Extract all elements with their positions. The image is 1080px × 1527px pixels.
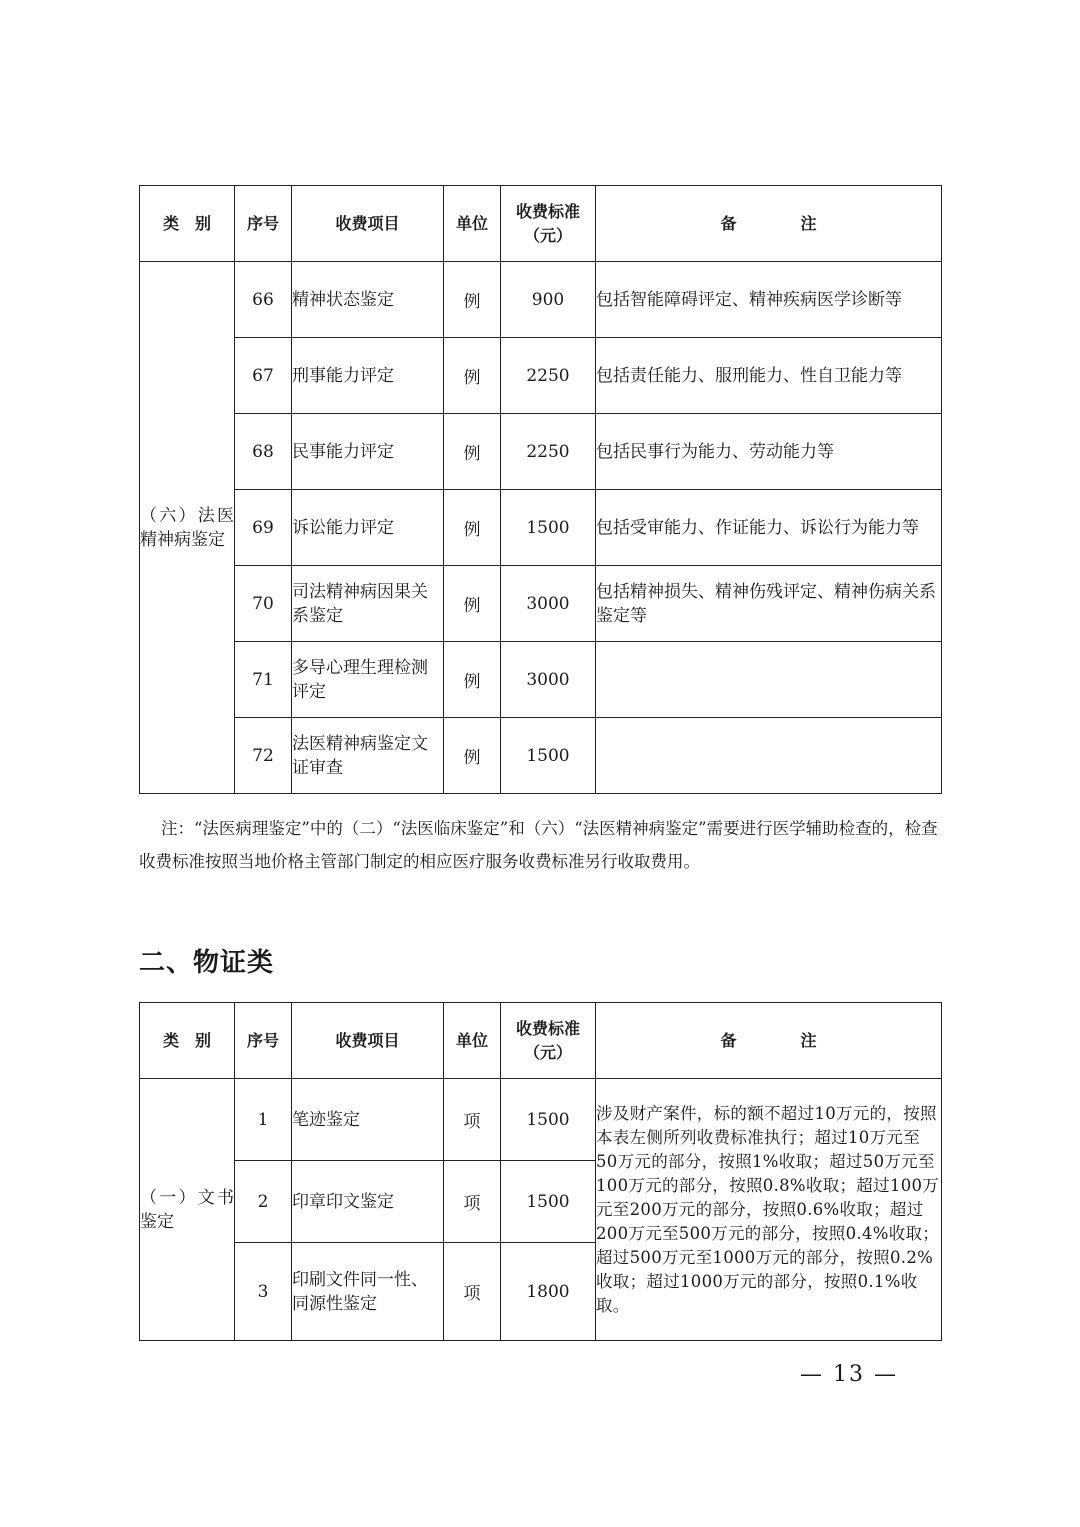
- item-cell: 诉讼能力评定: [292, 490, 444, 566]
- fee-table-forensic-psychiatry: [139, 185, 942, 794]
- seq-cell: 67: [235, 338, 292, 414]
- seq-cell: 71: [235, 642, 292, 718]
- header-unit: 单位: [444, 186, 501, 262]
- seq-cell: 1: [235, 1079, 292, 1161]
- seq-cell: 72: [235, 718, 292, 794]
- fee-cell: 3000: [501, 566, 596, 642]
- table-row: [140, 414, 942, 490]
- item-cell: 印章印文鉴定: [292, 1161, 444, 1243]
- remark-cell: 包括智能障碍评定、精神疾病医学诊断等: [596, 262, 942, 338]
- unit-cell: 项: [444, 1079, 501, 1161]
- header-remark: 备 注: [596, 186, 942, 262]
- remark-cell: 包括责任能力、服刑能力、性自卫能力等: [596, 338, 942, 414]
- remark-cell: 包括精神损失、精神伤残评定、精神伤病关系鉴定等: [596, 566, 942, 642]
- item-cell: 笔迹鉴定: [292, 1079, 444, 1161]
- table-footnote: 注：“法医病理鉴定”中的（二）“法医临床鉴定”和（六）“法医精神病鉴定”需要进行医学辅助检查的，检查收费标准按照当地价格主管部门制定的相应医疗服务收费标准另行收取费用。: [139, 819, 938, 871]
- unit-cell: 例: [444, 642, 501, 718]
- fee-cell: 1500: [501, 490, 596, 566]
- unit-cell: 例: [444, 718, 501, 794]
- header-item: 收费项目: [292, 186, 444, 262]
- remark-cell: 包括民事行为能力、劳动能力等: [596, 414, 942, 490]
- item-cell: 精神状态鉴定: [292, 262, 444, 338]
- item-cell: 民事能力评定: [292, 414, 444, 490]
- table-row: [140, 262, 942, 338]
- remark-cell: 包括受审能力、作证能力、诉讼行为能力等: [596, 490, 942, 566]
- fee-cell: 900: [501, 262, 596, 338]
- unit-cell: 例: [444, 566, 501, 642]
- fee-cell: 2250: [501, 414, 596, 490]
- header-remark: 备 注: [596, 1003, 942, 1079]
- table-row: [140, 566, 942, 642]
- remark-cell: [596, 642, 942, 718]
- table-header-row: [140, 186, 942, 262]
- section-title: 二、物证类: [139, 948, 275, 978]
- header-fee: 收费标准（元）: [501, 1003, 596, 1079]
- table-header-row: [140, 1003, 942, 1079]
- seq-cell: 3: [235, 1243, 292, 1341]
- header-unit: 单位: [444, 1003, 501, 1079]
- unit-cell: 例: [444, 414, 501, 490]
- seq-cell: 68: [235, 414, 292, 490]
- fee-cell: 2250: [501, 338, 596, 414]
- fee-cell: 1500: [501, 1161, 596, 1243]
- header-seq: 序号: [235, 1003, 292, 1079]
- unit-cell: 例: [444, 262, 501, 338]
- unit-cell: 项: [444, 1161, 501, 1243]
- item-cell: 刑事能力评定: [292, 338, 444, 414]
- remark-cell: [596, 718, 942, 794]
- page-number: — 13 —: [800, 1362, 898, 1387]
- remark-cell: 涉及财产案件，标的额不超过10万元的，按照本表左侧所列收费标准执行；超过10万元至50万元的部分，按照1%收取；超过50万元至100万元的部分，按照0.8%收取；超过100万元至200万元的部分，按照0.6%收取；超过200万元至500万元的部分，按照0.4%收取；超过500万元至1000万元的部分，按照0.2%收取；超过1000万元的部分，按照0.1%收取。: [596, 1079, 942, 1341]
- item-cell: 司法精神病因果关系鉴定: [292, 566, 444, 642]
- item-cell: 印刷文件同一性、同源性鉴定: [292, 1243, 444, 1341]
- seq-cell: 70: [235, 566, 292, 642]
- seq-cell: 66: [235, 262, 292, 338]
- header-fee: 收费标准（元）: [501, 186, 596, 262]
- header-category: 类 别: [140, 1003, 235, 1079]
- seq-cell: 2: [235, 1161, 292, 1243]
- fee-cell: 1500: [501, 718, 596, 794]
- header-item: 收费项目: [292, 1003, 444, 1079]
- fee-cell: 1500: [501, 1079, 596, 1161]
- table-row: [140, 490, 942, 566]
- fee-cell: 3000: [501, 642, 596, 718]
- item-cell: 多导心理生理检测评定: [292, 642, 444, 718]
- table-row: [140, 338, 942, 414]
- table-row: [140, 1079, 942, 1161]
- item-cell: 法医精神病鉴定文证审查: [292, 718, 444, 794]
- seq-cell: 69: [235, 490, 292, 566]
- table-row: [140, 642, 942, 718]
- category-cell: （六）法医精神病鉴定: [140, 262, 235, 794]
- header-seq: 序号: [235, 186, 292, 262]
- category-cell: （一）文书鉴定: [140, 1079, 235, 1341]
- unit-cell: 项: [444, 1243, 501, 1341]
- unit-cell: 例: [444, 490, 501, 566]
- fee-table-physical-evidence: [139, 1002, 942, 1341]
- fee-cell: 1800: [501, 1243, 596, 1341]
- header-category: 类 别: [140, 186, 235, 262]
- unit-cell: 例: [444, 338, 501, 414]
- table-row: [140, 718, 942, 794]
